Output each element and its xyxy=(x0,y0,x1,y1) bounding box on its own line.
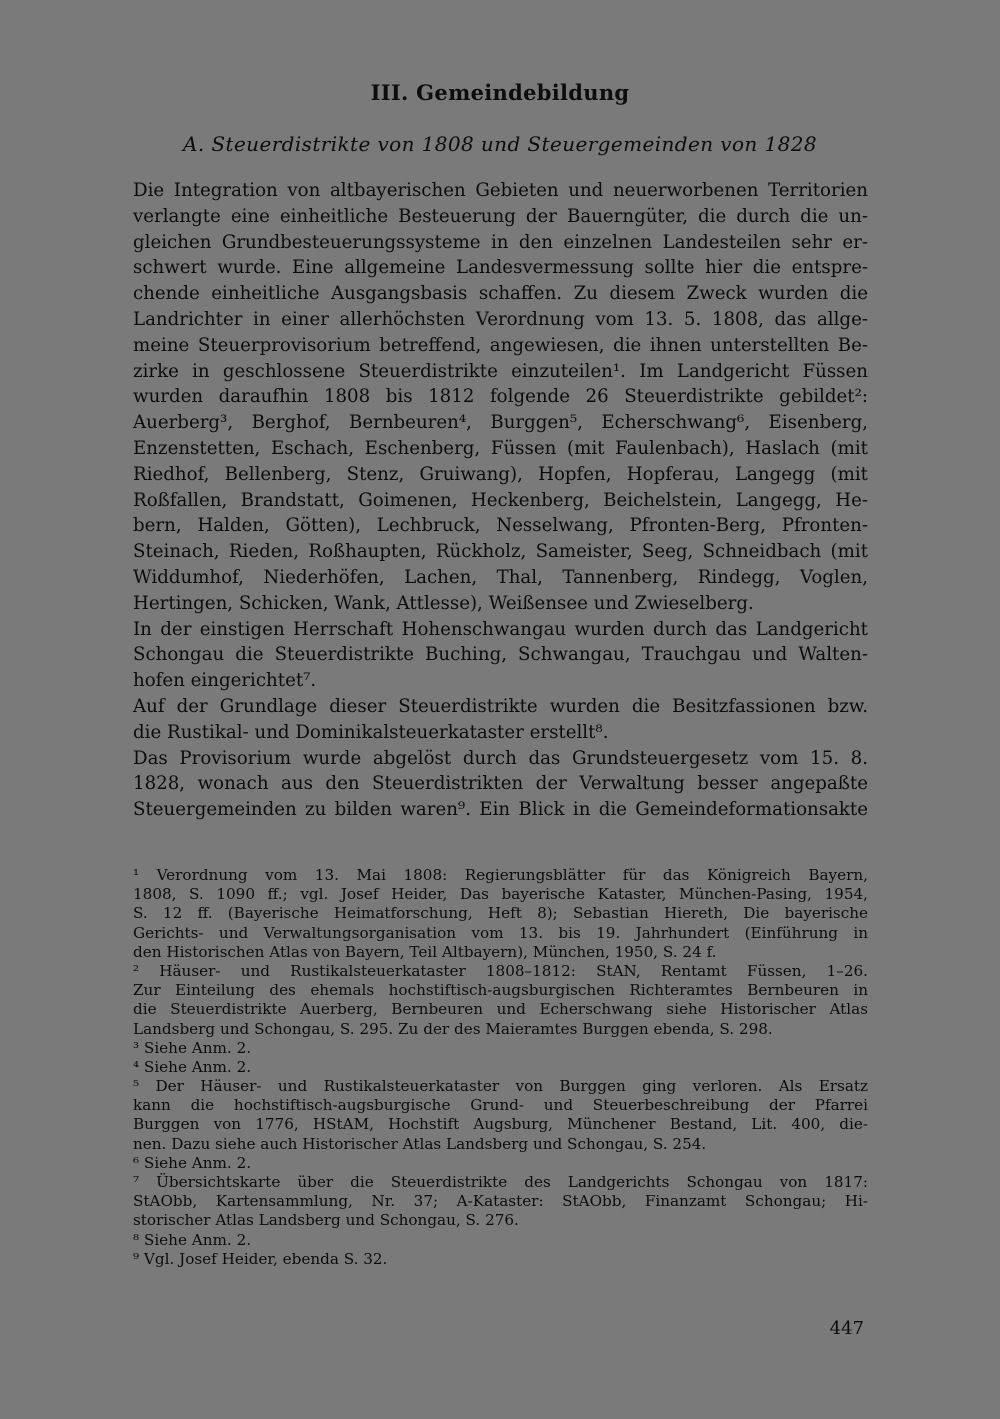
body-line: Das Provisorium wurde abgelöst durch das Grundsteuergesetz vom 15. 8. xyxy=(133,747,868,769)
footnote-line: ¹ Verordnung vom 13. Mai 1808: Regierungsblätter für das Königreich Bayern, xyxy=(133,866,868,884)
body-line: Enzenstetten, Eschach, Eschenberg, Füssen (mit Faulenbach), Haslach (mit xyxy=(133,437,868,459)
footnote-line: ⁷ Übersichtskarte über die Steuerdistrikte des Landgerichts Schongau von 1817: xyxy=(133,1173,868,1191)
footnote-line: Zur Einteilung des ehemals hochstiftisch-augsburgischen Richteramtes Bernbeuren in xyxy=(133,981,868,1000)
body-line: Roßfallen, Brandstatt, Goimenen, Heckenberg, Beichelstein, Langegg, He- xyxy=(133,489,868,511)
body-line: meine Steuerprovisorium betreffend, angewiesen, die ihnen unterstellten Be- xyxy=(133,334,868,356)
body-line: Widdumhof, Niederhöfen, Lachen, Thal, Tannenberg, Rindegg, Voglen, xyxy=(133,566,868,588)
footnote-line: Landsberg und Schongau, S. 295. Zu der des Maieramtes Burggen ebenda, S. 298. xyxy=(133,1019,773,1038)
page-number: 447 xyxy=(829,1318,864,1339)
body-line: chende einheitliche Ausgangsbasis schaffen. Zu diesem Zweck wurden die xyxy=(133,283,868,305)
footnote-line: ⁵ Der Häuser- und Rustikalsteuerkataster von Burggen ging verloren. Als Ersatz xyxy=(133,1077,868,1096)
body-line: Riedhof, Bellenberg, Stenz, Gruiwang), Hopfen, Hopferau, Langegg (mit xyxy=(133,463,868,485)
footnote-line: nen. Dazu siehe auch Historischer Atlas Landsberg und Schongau, S. 254. xyxy=(133,1134,707,1153)
footnote-line: StAObb, Kartensammlung, Nr. 37; A-Kataster: StAObb, Finanzamt Schongau; Hi- xyxy=(133,1192,868,1211)
footnote-line: ² Häuser- und Rustikalsteuerkataster 1808–1812: StAN, Rentamt Füssen, 1–26. xyxy=(133,961,868,980)
footnote-line: Burggen von 1776, HStAM, Hochstift Augsburg, Münchener Bestand, Lit. 400, die- xyxy=(133,1115,868,1134)
footnote-line: 1808, S. 1090 ff.; vgl. Josef Heider, Das bayerische Kataster, München-Pasing, 1954, xyxy=(133,885,868,904)
body-line: 1828, wonach aus den Steuerdistrikten der Verwaltung besser angepaßte xyxy=(133,773,868,795)
chapter-heading: III. Gemeindebildung xyxy=(370,80,630,105)
body-line: In der einstigen Herrschaft Hohenschwangau wurden durch das Landgericht xyxy=(133,618,868,640)
body-line: verlangte eine einheitliche Besteuerung der Bauerngüter, die durch die un- xyxy=(133,205,868,227)
footnote-line: den Historischen Atlas von Bayern, Teil Altbayern), München, 1950, S. 24 f. xyxy=(133,942,717,961)
footnote-line: kann die hochstiftisch-augsburgische Grund- und Steuerbeschreibung der Pfarrei xyxy=(133,1096,868,1115)
footnote-line: ⁹ Vgl. Josef Heider, ebenda S. 32. xyxy=(133,1249,388,1268)
body-line: gleichen Grundbesteuerungssysteme in den einzelnen Landesteilen sehr er- xyxy=(133,231,868,253)
footnote-line: storischer Atlas Landsberg und Schongau, S. 276. xyxy=(133,1211,519,1230)
body-line: hofen eingerichtet⁷. xyxy=(133,670,317,692)
section-heading: A. Steuerdistrikte von 1808 und Steuergemeinden von 1828 xyxy=(183,132,817,156)
footnote-line: die Steuerdistrikte Auerberg, Bernbeuren und Echerschwang siehe Historischer Atlas xyxy=(133,1000,868,1019)
footnote-line: ⁶ Siehe Anm. 2. xyxy=(133,1153,252,1172)
body-line: Landrichter in einer allerhöchsten Verordnung vom 13. 5. 1808, das allge- xyxy=(133,308,868,330)
body-line: Hertingen, Schicken, Wank, Attlesse), Weißensee und Zwieselberg. xyxy=(133,592,754,614)
body-line: Die Integration von altbayerischen Gebieten und neuerworbenen Territorien xyxy=(133,180,868,201)
body-text xyxy=(133,178,868,823)
footnote-line: ⁴ Siehe Anm. 2. xyxy=(133,1057,252,1076)
body-line: wurden daraufhin 1808 bis 1812 folgende 26 Steuerdistrikte gebildet²: xyxy=(133,386,868,408)
body-line: schwert wurde. Eine allgemeine Landesvermessung sollte hier die entspre- xyxy=(133,257,868,279)
footnote-line: ⁸ Siehe Anm. 2. xyxy=(133,1230,252,1249)
body-line: Steuergemeinden zu bilden waren⁹. Ein Blick in die Gemeindeformationsakte xyxy=(133,799,868,821)
body-line: bern, Halden, Götten), Lechbruck, Nesselwang, Pfronten-Berg, Pfronten- xyxy=(133,515,868,537)
footnote-line: Gerichts- und Verwaltungsorganisation vom 13. bis 19. Jahrhundert (Einführung in xyxy=(133,923,868,942)
body-line: Auf der Grundlage dieser Steuerdistrikte wurden die Besitzfassionen bzw. xyxy=(133,695,868,717)
footnote-line: ³ Siehe Anm. 2. xyxy=(133,1038,252,1057)
body-line: Schongau die Steuerdistrikte Buching, Schwangau, Trauchgau und Walten- xyxy=(133,644,868,666)
body-line: zirke in geschlossene Steuerdistrikte einzuteilen¹. Im Landgericht Füssen xyxy=(133,360,868,382)
body-line: Auerberg³, Berghof, Bernbeuren⁴, Burggen⁵, Echerschwang⁶, Eisenberg, xyxy=(133,412,868,434)
body-line: die Rustikal- und Dominikalsteuerkataster erstellt⁸. xyxy=(133,721,609,743)
footnotes xyxy=(133,866,868,1269)
body-line: Steinach, Rieden, Roßhaupten, Rückholz, Sameister, Seeg, Schneidbach (mit xyxy=(133,541,868,563)
footnote-line: S. 12 ff. (Bayerische Heimatforschung, Heft 8); Sebastian Hiereth, Die bayerische xyxy=(133,904,868,923)
